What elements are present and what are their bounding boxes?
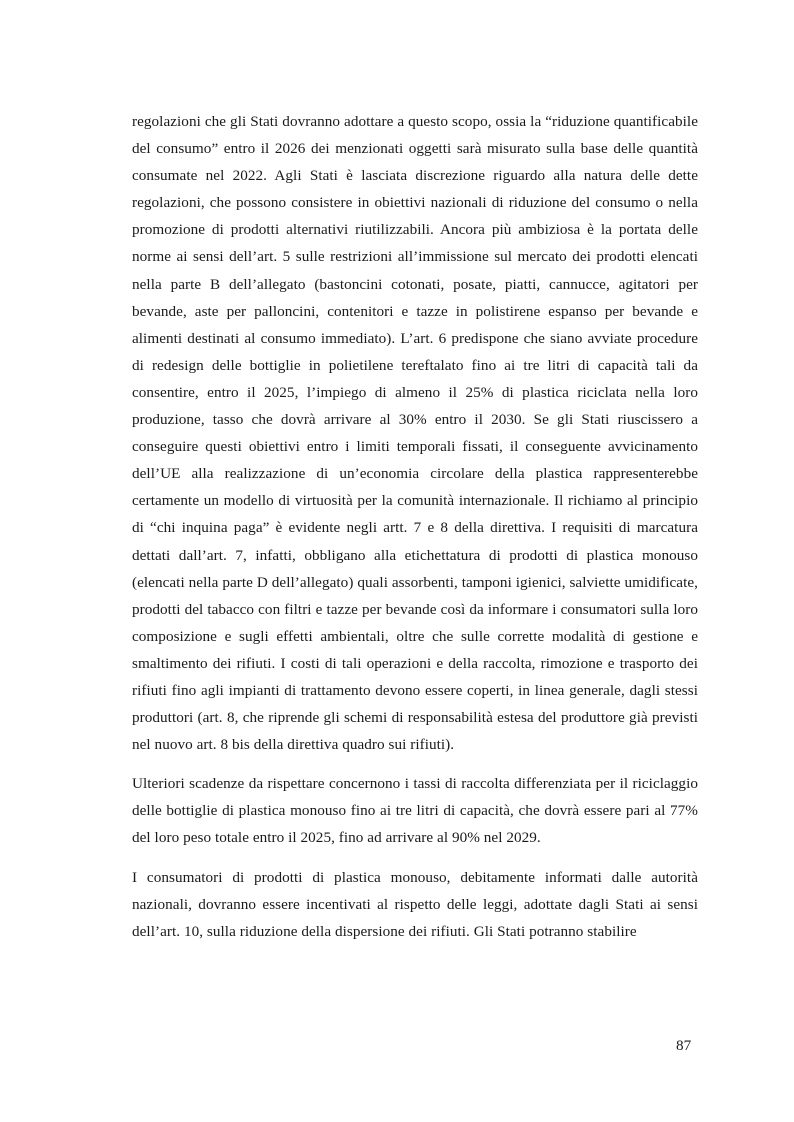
paragraph-1: regolazioni che gli Stati dovranno adottare a questo scopo, ossia la “riduzione quantificabile del consumo” entro il 2026 dei menzionati oggetti sarà misurato sulla base delle quantità consumate nel 2022. Agli Stati è lasciata discrezione riguardo alla natura delle dette regolazioni, che possono consistere in obiettivi nazionali di riduzione del consumo o nella promozione di prodotti alternativi riutilizzabili. Ancora più ambiziosa è la portata delle norme ai sensi dell’art. 5 sulle restrizioni all’immissione sul mercato dei prodotti elencati nella parte B dell’allegato (bastoncini cotonati, posate, piatti, cannucce, agitatori per bevande, aste per palloncini, contenitori e tazze in polistirene espanso per bevande e alimenti destinati al consumo immediato). L’art. 6 predispone che siano avviate procedure di redesign delle bottiglie in polietilene tereftalato fino ai tre litri di capacità tali da consentire, entro il 2025, l’impiego di almeno il 25% di plastica riciclata nella loro produzione, tasso che dovrà arrivare al 30% entro il 2030. Se gli Stati riuscissero a conseguire questi obiettivi entro i limiti temporali fissati, il conseguente avvicinamento dell’UE alla realizzazione di un’economia circolare della plastica rappresenterebbe certamente un modello di virtuosità per la comunità internazionale. Il richiamo al principio di “chi inquina paga” è evidente negli artt. 7 e 8 della direttiva. I requisiti di marcatura dettati dall’art. 7, infatti, obbligano alla etichettatura di prodotti di plastica monouso (elencati nella parte D dell’allegato) quali assorbenti, tamponi igienici, salviette umidificate, prodotti del tabacco con filtri e tazze per bevande così da informare i consumatori sulla loro composizione e sugli effetti ambientali, oltre che sulle corrette modalità di gestione e smaltimento dei rifiuti. I costi di tali operazioni e della raccolta, rimozione e trasporto dei rifiuti fino agli impianti di trattamento devono essere coperti, in linea generale, dagli stessi produttori (art. 8, che riprende gli schemi di responsabilità estesa del produttore già previsti nel nuovo art. 8 bis della direttiva quadro sui rifiuti). bbox=[132, 113, 698, 754]
paragraph-3: I consumatori di prodotti di plastica monouso, debitamente informati dalle autorità nazionali, dovranno essere incentivati al rispetto delle leggi, adottate dagli Stati ai sensi dell’art. 10, sulla riduzione della dispersione dei rifiuti. Gli Stati potranno stabilire bbox=[132, 868, 698, 940]
paragraph-2: Ulteriori scadenze da rispettare concernono i tassi di raccolta differenziata per il riciclaggio delle bottiglie di plastica monouso fino ai tre litri di capacità, che dovrà essere pari al 77% del loro peso totale entro il 2025, fino ad arrivare al 90% nel 2029. bbox=[132, 775, 698, 847]
page-number: 87 bbox=[676, 1037, 692, 1054]
body-text bbox=[132, 108, 698, 957]
